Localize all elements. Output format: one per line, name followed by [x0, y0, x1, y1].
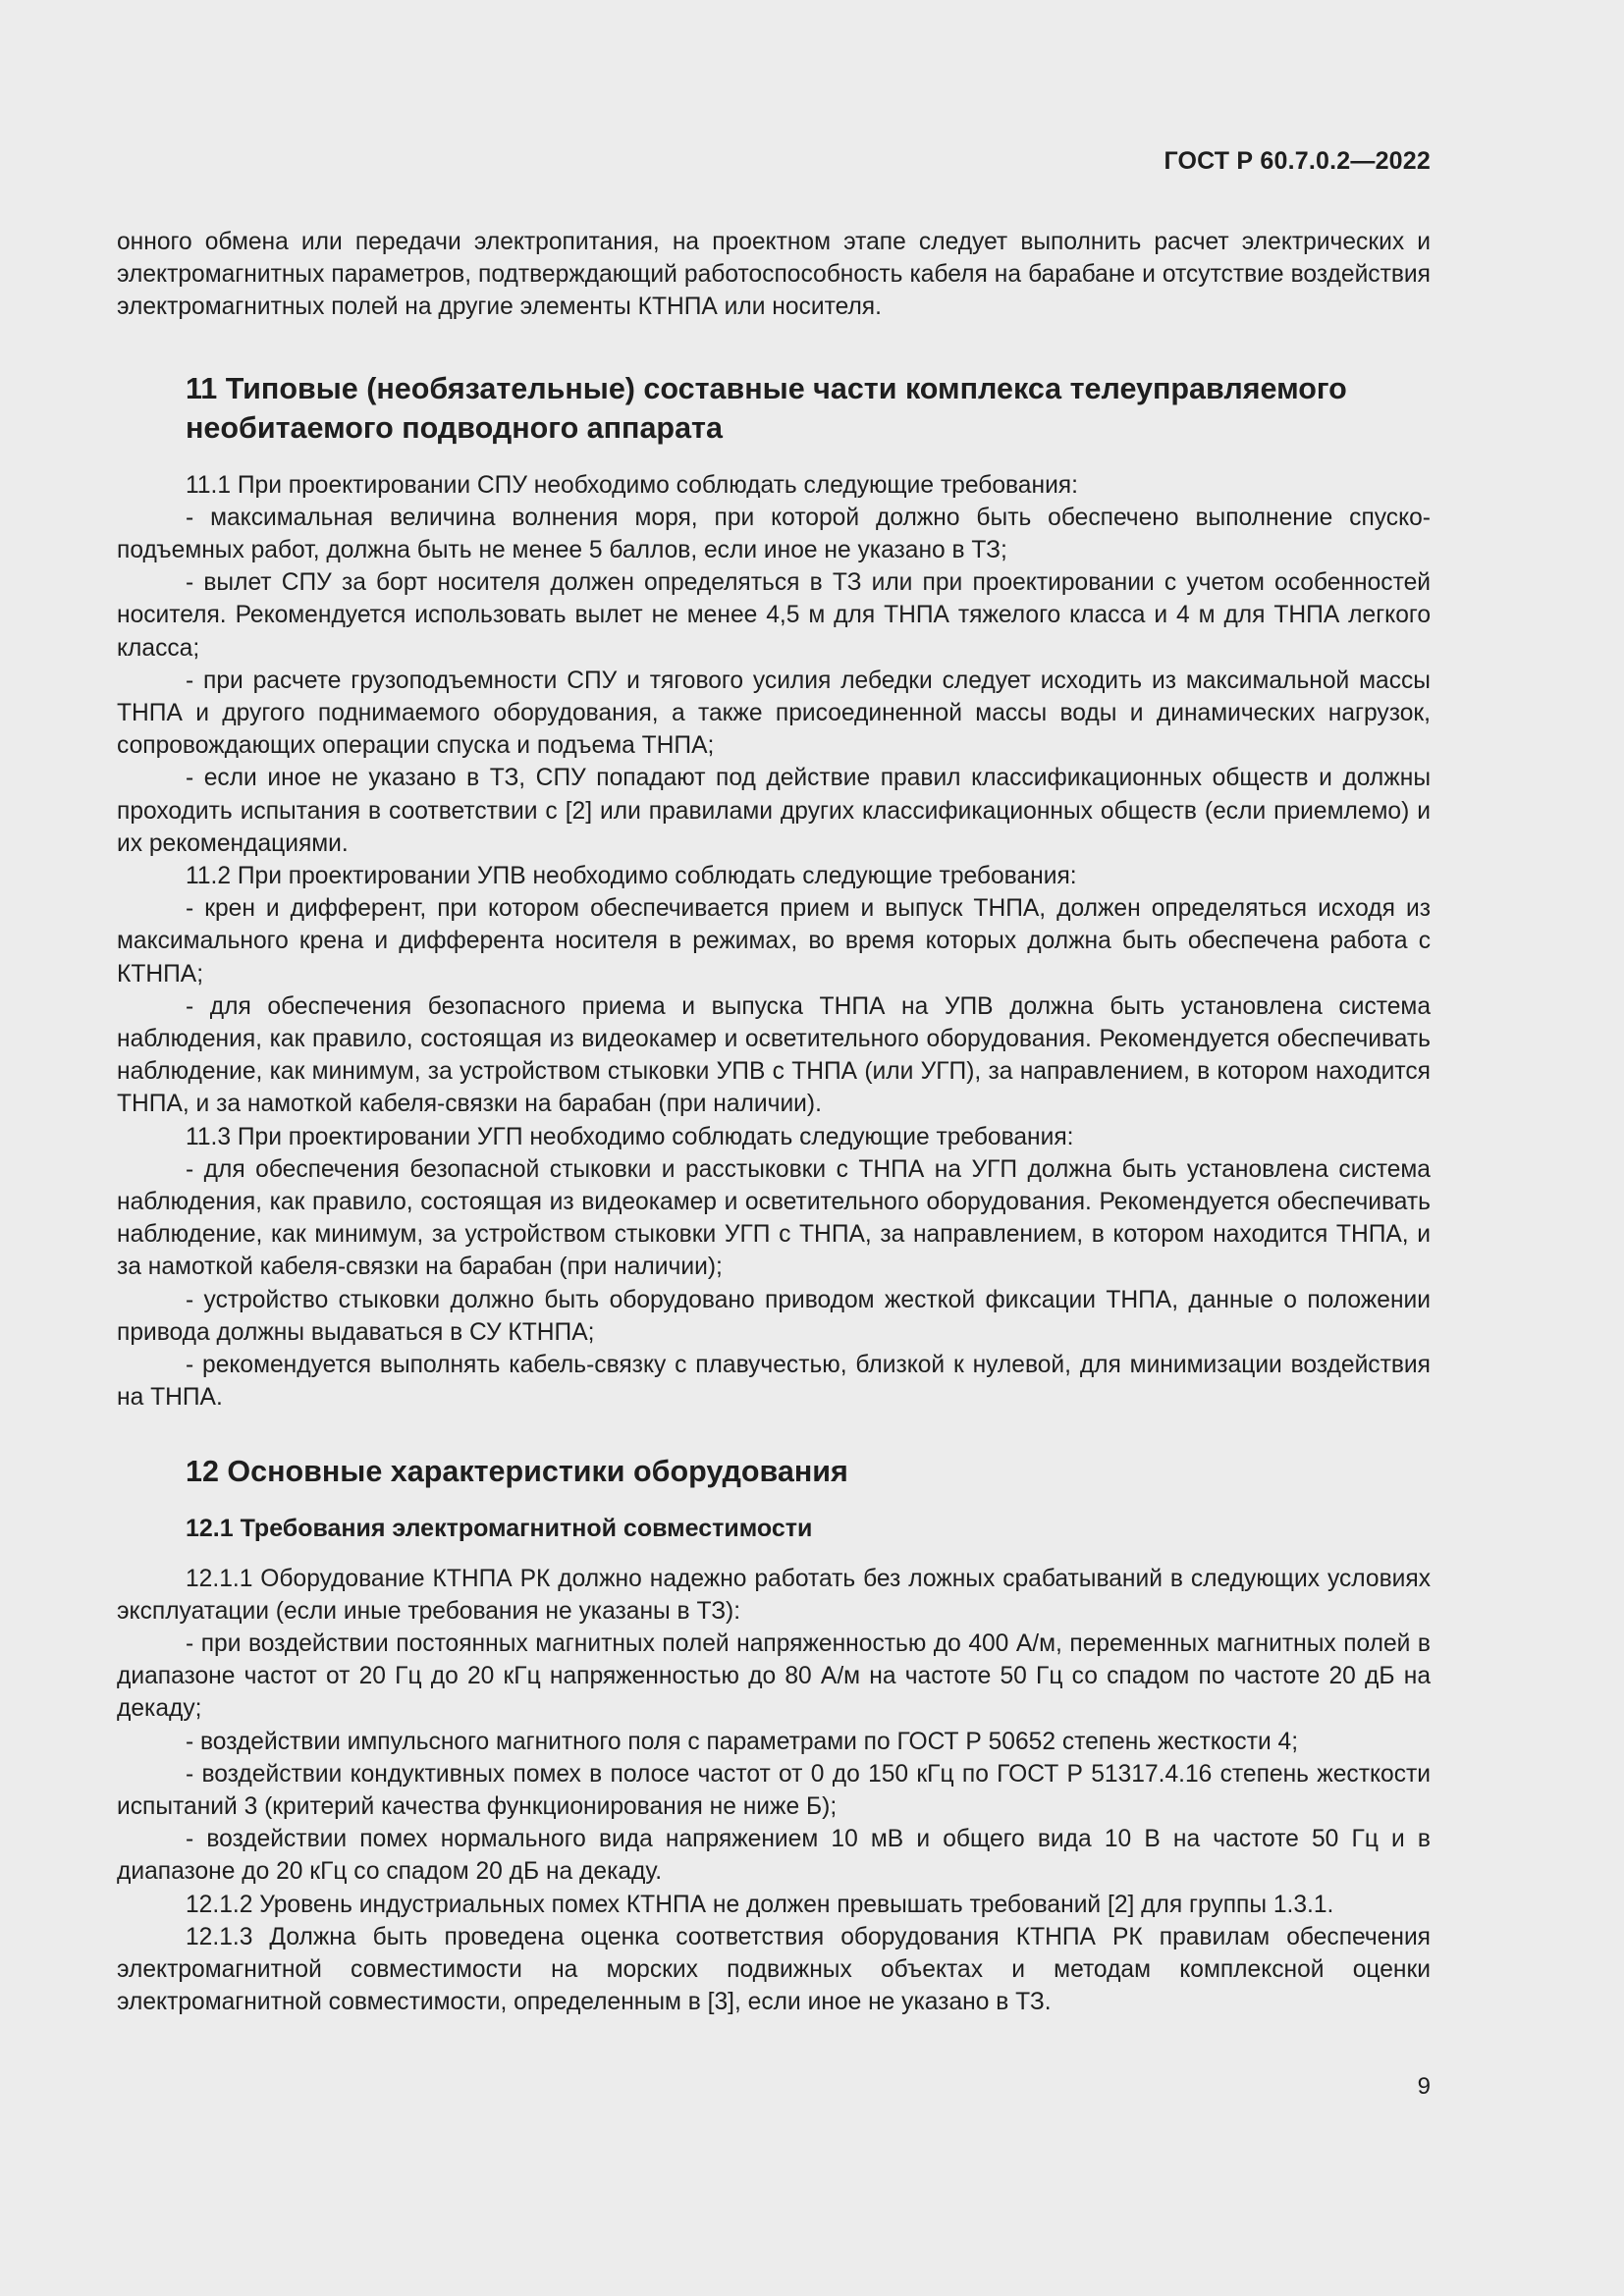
- clause-12-1-3: 12.1.3 Должна быть проведена оценка соответствия оборудования КТНПА РК правилам обеспечения электромагнитной совместимости на морских подвижных объектах и методам комплексной оценки электромагнитной совместимости, определенным в [3], если иное не указано в ТЗ.: [117, 1923, 1431, 2016]
- list-item: - рекомендуется выполнять кабель-связку с плавучестью, близкой к нулевой, для минимизации воздействия на ТНПА.: [117, 1352, 1431, 1412]
- intro-paragraph: онного обмена или передачи электропитания, на проектном этапе следует выполнить расчет электрических и электромагнитных параметров, подтверждающий работоспособность кабеля на барабане и отсутствие воздействия электромагнитных полей на другие элементы КТНПА или носителя.: [117, 229, 1431, 321]
- clause-11-2: 11.2 При проектировании УПВ необходимо соблюдать следующие требования:: [186, 863, 1077, 890]
- list-item: - вылет СПУ за борт носителя должен определяться в ТЗ или при проектировании с учетом особенностей носителя. Рекомендуется использовать вылет не менее 4,5 м для ТНПА тяжелого класса и 4 м для ТНПА легкого класса;: [117, 569, 1431, 662]
- list-item: - для обеспечения безопасного приема и выпуска ТНПА на УПВ должна быть установлена система наблюдения, как правило, состоящая из видеокамер и осветительного оборудования. Рекомендуется обеспечивать наблюдение, как минимум, за устройством стыковки УПВ с ТНПА (или УГП), за направлением, в котором находится ТНПА, и за намоткой кабеля-связки на барабан (при наличии).: [117, 992, 1431, 1118]
- list-item: - максимальная величина волнения моря, при которой должно быть обеспечено выполнение спуско-подъемных работ, должна быть не менее 5 баллов, если иное не указано в ТЗ;: [117, 504, 1431, 564]
- document-code: ГОСТ Р 60.7.0.2—2022: [1164, 147, 1431, 175]
- clause-11-1: 11.1 При проектировании СПУ необходимо соблюдать следующие требования:: [186, 471, 1078, 499]
- list-item: - воздействии кондуктивных помех в полосе частот от 0 до 150 кГц по ГОСТ Р 51317.4.16 степень жесткости испытаний 3 (критерий качества функционирования не ниже Б);: [117, 1760, 1431, 1820]
- list-item: - при воздействии постоянных магнитных полей напряженностью до 400 А/м, переменных магнитных полей в диапазоне частот от 20 Гц до 20 кГц напряженностью до 80 А/м на частоте 50 Гц со спадом по частоте 20 дБ на декаду;: [117, 1629, 1431, 1723]
- list-item: - при расчете грузоподъемности СПУ и тягового усилия лебедки следует исходить из максимальной массы ТНПА и другого поднимаемого оборудования, а также присоединенной массы воды и динамических нагрузок, сопровождающих операции спуска и подъема ТНПА;: [117, 667, 1431, 760]
- list-item: - для обеспечения безопасной стыковки и расстыковки с ТНПА на УГП должна быть установлена система наблюдения, как правило, состоящая из видеокамер и осветительного оборудования. Рекомендуется обеспечивать наблюдение, как минимум, за устройством стыковки УГП с ТНПА, за направлением, в котором находится ТНПА, и за намоткой кабеля-связки на барабан (при наличии);: [117, 1155, 1431, 1281]
- section-11-heading: 11 Типовые (необязательные) составные части комплекса телеуправляемого необитаемого подводного аппарата: [186, 371, 1347, 445]
- document-body: [117, 226, 1431, 2018]
- subsection-12-1-heading: 12.1 Требования электромагнитной совместимости: [186, 1514, 813, 1542]
- clause-11-3: 11.3 При проектировании УГП необходимо соблюдать следующие требования:: [186, 1123, 1074, 1150]
- section-12-heading: 12 Основные характеристики оборудования: [186, 1454, 848, 1488]
- clause-12-1-2: 12.1.2 Уровень индустриальных помех КТНПА не должен превышать требований [2] для группы 1.3.1.: [186, 1891, 1334, 1918]
- page-number: 9: [1417, 2073, 1431, 2100]
- list-item: - устройство стыковки должно быть оборудовано приводом жесткой фиксации ТНПА, данные о положении привода должны выдаваться в СУ КТНПА;: [117, 1286, 1431, 1346]
- list-item: - крен и дифферент, при котором обеспечивается прием и выпуск ТНПА, должен определяться исходя из максимального крена и дифферента носителя в режимах, во время которых должна быть обеспечена работа с КТНПА;: [117, 895, 1431, 988]
- clause-12-1-1: 12.1.1 Оборудование КТНПА РК должно надежно работать без ложных срабатываний в следующих условиях эксплуатации (если иные требования не указаны в ТЗ):: [117, 1565, 1431, 1625]
- list-item: - если иное не указано в ТЗ, СПУ попадают под действие правил классификационных обществ и должны проходить испытания в соответствии с [2] или правилами других классификационных обществ (если приемлемо) и их рекомендациями.: [117, 765, 1431, 857]
- list-item: - воздействии импульсного магнитного поля с параметрами по ГОСТ Р 50652 степень жесткости 4;: [186, 1728, 1299, 1755]
- list-item: - воздействии помех нормального вида напряжением 10 мВ и общего вида 10 В на частоте 50 Гц и в диапазоне до 20 кГц со спадом 20 дБ на декаду.: [117, 1826, 1431, 1886]
